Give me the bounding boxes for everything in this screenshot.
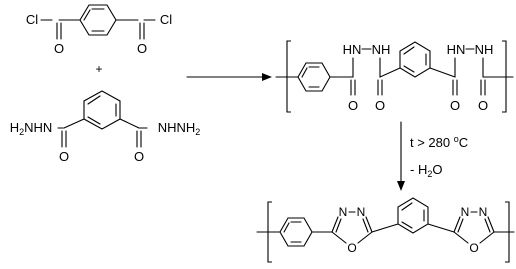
plus-sign: + [95,62,103,76]
hydrazide-oxygen-left: O [58,149,70,164]
benzene-ring-meta-polymer [400,42,430,77]
carbonyl-oxygen-left: O [53,41,65,56]
benzene-ring-meta [84,91,120,129]
polyoxadiazole-repeat-unit [257,198,514,262]
oxadiazole-2-nitrogen-left: N [460,205,470,219]
oxadiazole-ring-1 [332,205,372,255]
benzene-ring-para-product [280,218,312,246]
reaction-arrow-right [187,73,272,81]
hydrazide-right-label [158,120,201,137]
svg-text:NHNH2: $NHNH_2$ [157,120,201,137]
hydrazide-left-label [10,120,53,137]
svg-text:H2NHN: $H_2NHN$ [9,120,53,137]
svg-text:t > 280 oC: t > 280 $^o$C [410,134,469,150]
polyhydrazide-oxygen-1: O [347,98,359,113]
terephthaloyl-chloride [26,5,172,56]
benzene-ring-para-polymer [298,63,330,91]
oxadiazole-ring-2 [454,205,494,255]
polyhydrazide-nh-right: NH [474,42,494,57]
carbonyl-oxygen-right: O [136,41,148,56]
svg-text:- H2O: - $H_2O$ [410,162,443,179]
polyhydrazide-hn-left: HN [342,42,362,57]
oxadiazole-1-oxygen: O [347,241,357,255]
temperature-condition [410,134,468,150]
chlorine-right-label: Cl [159,12,173,27]
hydrazide-oxygen-right: O [133,149,145,164]
polyhydrazide-oxygen-4: O [477,98,489,113]
benzene-ring-para [80,5,116,35]
oxadiazole-1-nitrogen-left: N [338,205,348,219]
polyhydrazide-hn-right: HN [446,42,466,57]
polyhydrazide-repeat-unit [276,41,513,113]
chlorine-left-label: Cl [25,12,39,27]
polyhydrazide-nh-left: NH [371,42,391,57]
reaction-arrow-down [397,122,405,191]
isophthalic-dihydrazide [10,91,201,164]
water-elimination-label [410,162,442,179]
oxadiazole-2-oxygen: O [469,241,479,255]
polyhydrazide-oxygen-3: O [449,98,461,113]
oxadiazole-2-nitrogen-right: N [478,205,488,219]
oxadiazole-1-nitrogen-right: N [356,205,366,219]
benzene-ring-meta-product [398,198,428,233]
polyhydrazide-oxygen-2: O [374,98,386,113]
